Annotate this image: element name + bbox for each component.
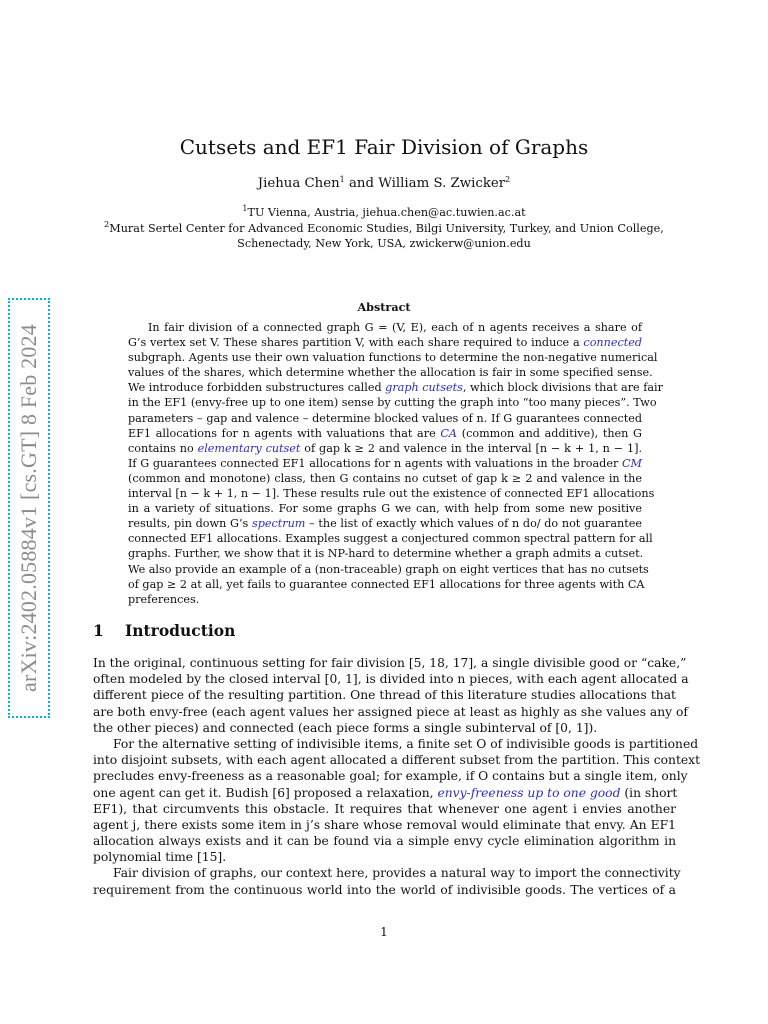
abstract-line: parameters – gap and valence – determine blocked values of n. If G guarantees connected [128, 411, 642, 425]
affiliation-line [80, 221, 688, 237]
abstract-line: preferences. [128, 592, 200, 606]
page-number: 1 [380, 925, 388, 939]
body-line: often modeled by the closed interval [0, 1], is divided into n pieces, with each agent allocated a [93, 672, 689, 687]
term-link[interactable]: spectrum [251, 517, 306, 531]
section-number: 1 [93, 621, 104, 640]
affil-mark: 1 [242, 204, 248, 213]
abstract-line: contains no elementary cutset of gap k ≥ 2 and valence in the interval [n − k + 1, n − 1]. [128, 441, 643, 455]
author-separator: and [344, 176, 379, 191]
abstract-line: We introduce forbidden substructures called graph cutsets, which block divisions that are fair [128, 381, 663, 395]
body-line: allocation always exists and it can be found via a simple envy cycle elimination algorithm in [93, 834, 676, 849]
abstract-line: values of the shares, which determine whether the allocation is fair in some specified sense. [128, 366, 653, 380]
abstract-line: G’s vertex set V. These shares partition V, with each share required to induce a connected [128, 336, 642, 350]
author-name: Jiehua Chen [257, 176, 340, 191]
abstract-line: graphs. Further, we show that it is NP-hard to determine whether a graph admits a cutset. [128, 547, 644, 561]
abstract-line: in a variety of situations. For some graphs G we can, with help from some new positive [128, 502, 642, 516]
body-line: into disjoint subsets, with each agent allocated a different subset from the partition. This context [93, 753, 701, 768]
abstract-line: interval [n − k + 1, n − 1]. These results rule out the existence of connected EF1 allocations [128, 487, 655, 501]
body-line: polynomial time [15]. [93, 850, 227, 865]
affiliation-line [80, 236, 688, 252]
body-line: In the original, continuous setting for fair division [5, 18, 17], a single divisible good or “cake,” [93, 656, 687, 670]
abstract-line: in the EF1 (envy-free up to one item) sense by cutting the graph into “too many pieces”. Two [128, 396, 657, 410]
body-line: requirement from the continuous world into the world of indivisible goods. The vertices of a [93, 882, 676, 897]
term-link[interactable]: graph cutsets [385, 381, 463, 395]
abstract-line: of gap ≥ 2 at all, yet fails to guarantee connected EF1 allocations for three agents with CA [128, 577, 645, 591]
body-line: For the alternative setting of indivisible items, a finite set O of indivisible goods is partitioned [113, 736, 699, 751]
arxiv-identifier[interactable]: arXiv:2402.05884v1 [cs.GT] 8 Feb 2024 [16, 324, 41, 692]
body-line: EF1), that circumvents this obstacle. It requires that whenever one agent i envies another [93, 801, 676, 816]
abstract-line: subgraph. Agents use their own valuation functions to determine the non-negative numerical [128, 351, 658, 365]
body-line: one agent can get it. Budish [6] proposed a relaxation, envy-freeness up to one good (in short [93, 785, 678, 800]
term-link[interactable]: elementary cutset [197, 441, 301, 455]
body-line: precludes envy-freeness as a reasonable goal; for example, if O contains but a single item, only [93, 769, 688, 784]
abstract-body [128, 320, 663, 607]
body-line: different piece of the resulting partition. One thread of this literature studies allocations that [93, 688, 676, 703]
affil-text: TU Vienna, Austria, jiehua.chen@ac.tuwien.ac.at [247, 206, 526, 219]
affil-mark: 2 [104, 219, 110, 229]
body-line: are both envy-free (each agent values her assigned piece at least as highly as she values any of [93, 704, 688, 719]
affil-text: Schenectady, New York, USA, zwickerw@union.edu [237, 237, 531, 250]
affiliation-line [80, 205, 688, 221]
term-link[interactable]: connected [583, 336, 642, 350]
abstract-line: (common and monotone) class, then G contains no cutset of gap k ≥ 2 and valence in the [128, 471, 642, 485]
section-heading [93, 620, 673, 642]
body-text [93, 655, 701, 898]
body-line: agent j, there exists some item in j’s share whose removal would eliminate that envy. An EF1 [93, 817, 676, 832]
term-link[interactable]: CM [621, 456, 642, 470]
paper-title: Cutsets and EF1 Fair Division of Graphs [179, 135, 589, 159]
abstract-heading: Abstract [357, 300, 411, 314]
author-name: William S. Zwicker [378, 176, 506, 191]
term-link[interactable]: envy-freeness up to one good [437, 785, 621, 800]
abstract-line: EF1 allocations for n agents with valuations that are CA (common and additive), then G [128, 426, 642, 440]
term-link[interactable]: CA [440, 426, 458, 440]
author-affil-mark: 1 [339, 175, 345, 184]
affil-text: Murat Sertel Center for Advanced Economic Studies, Bilgi University, Turkey, and Union College, [109, 221, 664, 235]
body-line: Fair division of graphs, our context here, provides a natural way to import the connectivity [113, 866, 681, 881]
author-affil-mark: 2 [505, 175, 511, 184]
abstract-line: In fair division of a connected graph G = (V, E), each of n agents receives a share of [148, 321, 642, 334]
abstract-line: results, pin down G’s spectrum – the list of exactly which values of n do/ do not guarantee [128, 517, 643, 531]
author-line [0, 175, 768, 193]
body-line: the other pieces) and connected (each piece forms a single subinterval of [0, 1]). [93, 720, 598, 735]
abstract-line: If G guarantees connected EF1 allocations for n agents with valuations in the broader CM [128, 456, 642, 470]
affiliations [80, 205, 688, 252]
abstract-line: We also provide an example of a (non-traceable) graph on eight vertices that has no cutsets [128, 562, 649, 576]
abstract-line: connected EF1 allocations. Examples suggest a conjectured common spectral pattern for all [128, 532, 653, 546]
section-title: Introduction [125, 621, 236, 640]
